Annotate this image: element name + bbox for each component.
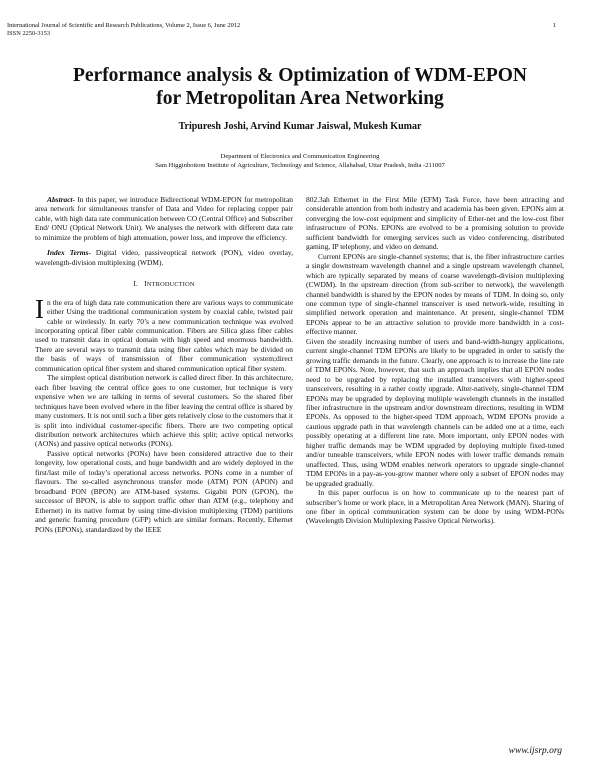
intro-paragraph-7: In this paper ourfocus is on how to communicate up to the nearest part of subscriber’s home or work place, in a Metropolitan Area Network (MAN). Sharing of one fiber in optical communication system can be done by using WDM-PONs (Wavelength Division Multiplexing Passive Optical Networks). [306,488,564,526]
index-terms-text: Digital video, passiveoptical network (PON), video overlay, wavelength-division multiplexing (WDM). [35,248,294,267]
author-list: Tripuresh Joshi, Arvind Kumar Jaiswal, Mukesh Kumar [178,121,422,132]
page-number: 1 [552,22,556,29]
footer-url: www.ijsrp.org [508,746,562,756]
index-terms-label: Index Terms- [47,248,91,258]
section-heading-introduction [35,279,293,289]
left-column [35,195,293,534]
intro-paragraph-6: Given the steadily increasing number of users and band-width-hungry applications, current single-channel TDM EPONs are likely to be upgraded in order to satisfy the growing traffic demands in the future. Clearly, one approach is to increase the line rate of TDM EPONs. Note, however, that such an approach implies that all EPON nodes need to be upgraded by replacing the installed transceivers with higher-speed transceivers, resulting in a rather costly upgrade. Alter-natively, single-channel TDM EPONs may be upgraded by deploying multiple wavelength channels in the installed fiber infrastructure in the upstream and/or downstream directions, resulting in WDM EPONs. As opposed to the higher-speed TDM approach, WDM EPONs provide a cautious upgrade path in that wavelength channels can be added one at a time, each possibly operating at a different line rate. More important, only EPON nodes with higher traffic demands may be WDM upgraded by deploying multiple fixed-tuned and/or tuneable transceivers, while EPON nodes with lower traffic demands remain unaffected. Thus, using WDM enables network operators to upgrade single-channel TDM EPONs in a pay-as-you-grow manner where only a subset of EPON nodes may be upgraded gradually. [306,336,564,488]
abstract [35,195,293,242]
section-title-rest: NTRODUCTION [146,281,195,289]
drop-cap: I [35,293,44,324]
running-header [7,22,240,38]
intro-paragraph-4: 802.3ah Ethernet in the First Mile (EFM) Task Force, have been attracting and considerable attention from both industry and academia has been given. EPONs aim at converging the low-cost equipment and simplicity of Ether-net and the low-cost fiber infrastructure of PONs. EPONs are evolved to be a promising solution to provide sufficient bandwidth for emerging services such as video conferencing, distributed gaming, IP telephony, and video on demand. [306,195,564,252]
intro-paragraph-3: Passive optical networks (PONs) have been considered attractive due to their longevity, low operational costs, and huge bandwidth and are widely deployed in the first/last mile of today’s operational access networks. PONs come in a number of flavours. The so-called asynchronous transfer mode (ATM) PON (APON) and broadband PON (BPON) are ATM-based systems. Gigabit PON (GPON), the successor of BPON, is able to support traffic other than ATM (e.g., telephony and Ethernet) in its native format by using time-division multiplexing (TDM) partitions and generic framing procedure (GFP) which are similar formats. Recently, Ethernet PONs (EPONs), standardized by the IEEE [35,448,293,534]
section-title-initial: I [144,279,147,289]
intro-paragraph-5: Current EPONs are single-channel systems; that is, the fiber infrastructure carries a single downstream wavelength channel and a single upstream wavelength channel, which are typically separated by means of coarse wavelength-division multiplexing (CWDM). In the upstream direction (from sub-scriber to network), the wavelength channel bandwidth is shared by the EPON nodes by means of TDM. In doing so, only one common type of single-channel transceiver is used network-wide, resulting in simplified network operation and maintenance. At present, single-channel TDM EPONs appear to be an attractive solution to provide more bandwidth in a cost-effective manner. [306,251,564,337]
intro-paragraph-1 [35,293,293,374]
title-line-2: for Metropolitan Area Networking [156,88,444,109]
journal-line: International Journal of Scientific and Research Publications, Volume 2, Issue 6, June 2012 [7,22,241,29]
intro-paragraph-2: The simplest optical distribution network is called direct fiber. In this architecture, each fiber leaving the central office goes to one customer, but technique is very expensive when we are talking in terms of several customers. So the shared fiber techniques have been evolved where in the fiber leaving the central office is shared by many customers. It is not until such a fiber gets relatively close to the customers that it is split into individual customer-specific fibers. There are two competing optical distribution network architectures which achieve this split; active optical networks (AONs) and passive optical networks (PONs). [35,373,293,449]
affiliation [20,153,580,170]
institute: Sam Higginbottom Institute of Agriculture, Technology and Science, Allahabad, Uttar Pradesh, India -211007 [155,161,445,169]
title-line-1: Performance analysis & Optimization of WDM-EPON [72,65,528,86]
abstract-text: In this paper, we introduce Bidirectional WDM-EPON for metropolitan area network for simultaneous transfer of Data and Video for replacing copper pair cable, with high data rate communication between CO (Central Office) and Subscriber End/ ONU (Optical Network Unit). We analyses the network with different data rate to minimize the problem of high attenuation, power loss, and improve the efficiency. [35,195,293,242]
issn-line: ISSN 2250-3153 [7,30,51,37]
section-number: I. [133,279,139,289]
department: Department of Electronics and Communication Engineering [220,153,380,160]
index-terms [35,248,293,267]
right-column [306,195,564,526]
intro-p1-text: n the era of high data rate communication there are various ways to communicate either Using the traditional communication system by coaxial cable, twisted pair cable or wirelessly. In early 70’s a new communication technique was evolved incorporating optical fiber cable communication. Fibers are Silica glass fiber cables used to transmit data in optical domain with high speed and enormous bandwidth. There are several ways to transmit data using fiber cables which may be divided on the basis of ways of transmission of fiber communication system;direct communication optical fiber system and shared communication optical fiber system. [35,297,293,373]
abstract-label: Abstract- [47,195,76,204]
paper-title [20,64,580,110]
